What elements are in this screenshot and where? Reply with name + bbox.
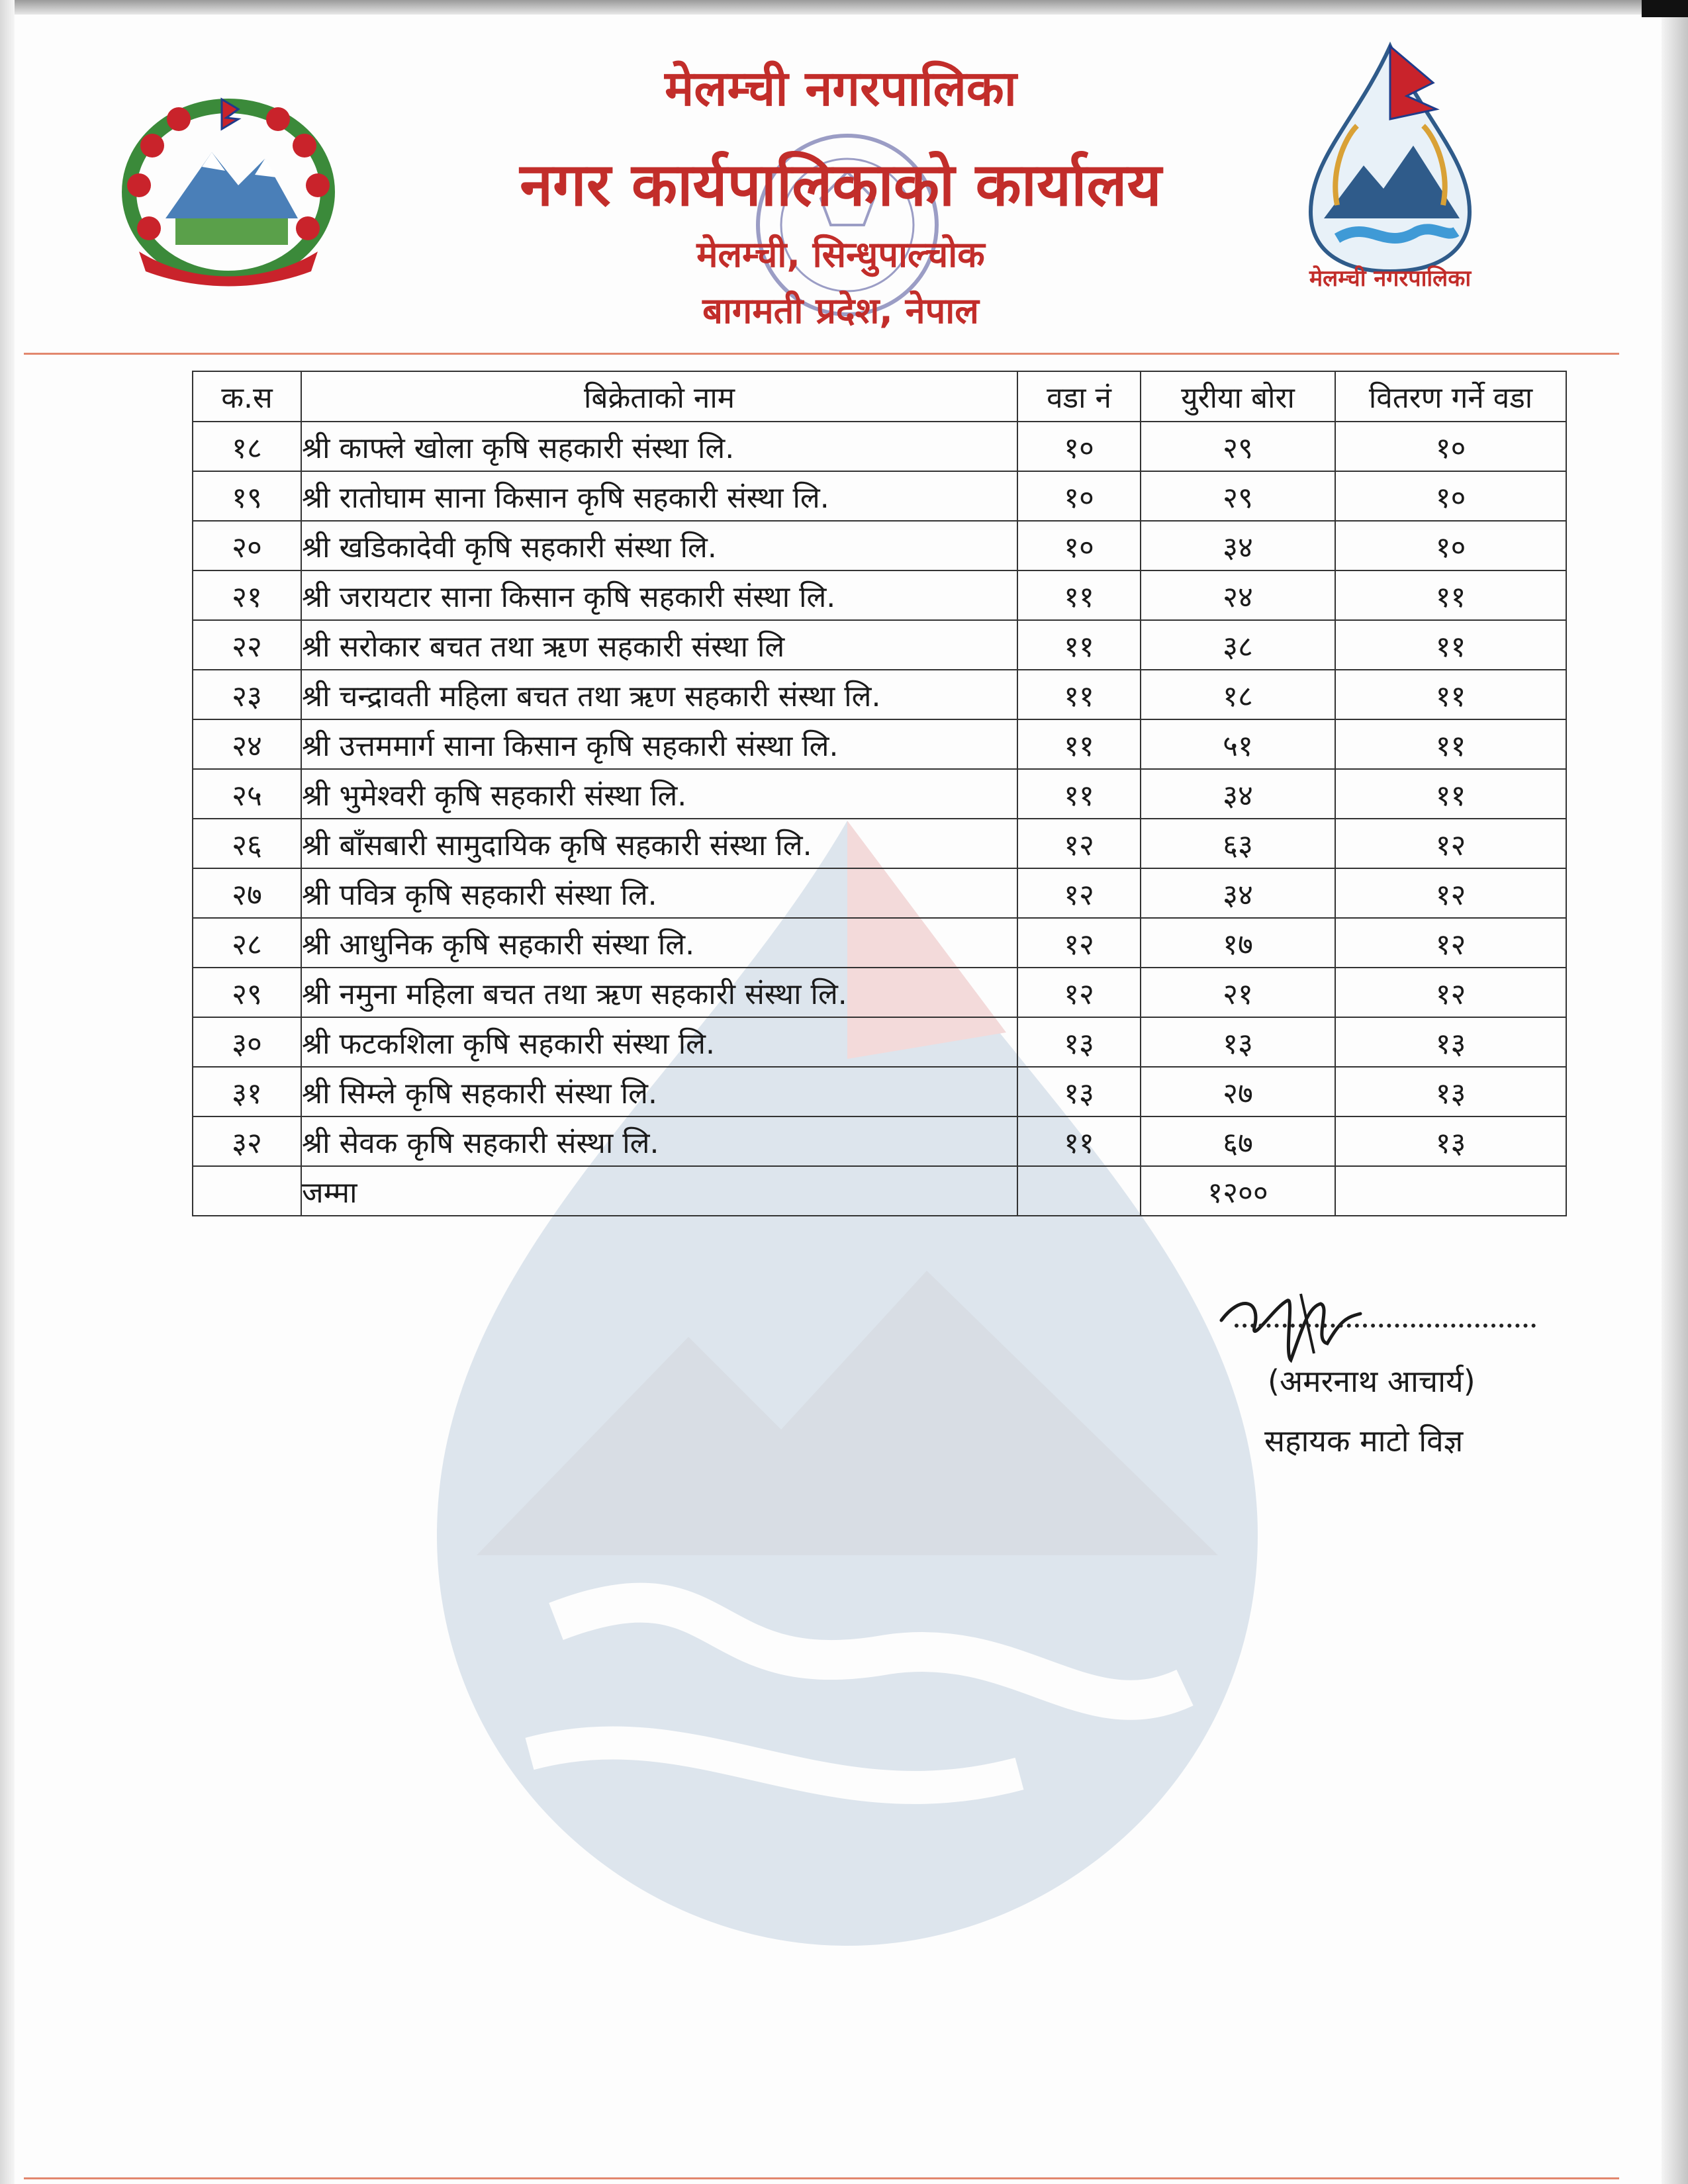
bags-cell: २९ xyxy=(1141,422,1335,471)
seller-name-cell: श्री जरायटार साना किसान कृषि सहकारी संस्था लि. xyxy=(301,570,1017,620)
bags-cell: २४ xyxy=(1141,570,1335,620)
table-row xyxy=(193,670,1566,719)
table-row xyxy=(193,769,1566,819)
bags-cell: ३८ xyxy=(1141,620,1335,670)
seller-name-cell: श्री बाँसबारी सामुदायिक कृषि सहकारी संस्था लि. xyxy=(301,819,1017,868)
bags-cell: ५१ xyxy=(1141,719,1335,769)
total-bags: १२०० xyxy=(1141,1166,1335,1216)
distribution-ward-cell: १० xyxy=(1335,521,1566,570)
seller-name-cell: श्री भुमेश्वरी कृषि सहकारी संस्था लि. xyxy=(301,769,1017,819)
urea-distribution-table xyxy=(192,371,1567,1216)
total-distribution-ward-cell xyxy=(1335,1166,1566,1216)
distribution-ward-cell: १२ xyxy=(1335,968,1566,1017)
serial-cell: ३० xyxy=(193,1017,301,1067)
table-row xyxy=(193,868,1566,918)
bags-cell: २७ xyxy=(1141,1067,1335,1116)
letterhead xyxy=(0,0,1688,357)
ward-cell: ११ xyxy=(1017,620,1141,670)
table-row xyxy=(193,1017,1566,1067)
seller-name-cell: श्री फटकशिला कृषि सहकारी संस्था लि. xyxy=(301,1017,1017,1067)
distribution-ward-cell: १० xyxy=(1335,422,1566,471)
total-serial-cell xyxy=(193,1166,301,1216)
table-header-row xyxy=(193,371,1566,422)
ward-cell: १२ xyxy=(1017,819,1141,868)
distribution-ward-cell: १२ xyxy=(1335,819,1566,868)
table-row xyxy=(193,719,1566,769)
ward-cell: ११ xyxy=(1017,1116,1141,1166)
seller-name-cell: श्री रातोघाम साना किसान कृषि सहकारी संस्था लि. xyxy=(301,471,1017,521)
signatory-name: (अमरनाथ आचार्य) xyxy=(1268,1363,1476,1399)
distribution-ward-cell: १२ xyxy=(1335,868,1566,918)
table-body xyxy=(193,422,1566,1216)
seller-name-cell: श्री चन्द्रावती महिला बचत तथा ऋण सहकारी संस्था लि. xyxy=(301,670,1017,719)
ward-cell: १० xyxy=(1017,471,1141,521)
table-row xyxy=(193,422,1566,471)
ward-cell: १२ xyxy=(1017,868,1141,918)
ward-cell: १२ xyxy=(1017,918,1141,968)
signatory-title: सहायक माटो विज्ञ xyxy=(1264,1423,1464,1459)
table-row xyxy=(193,918,1566,968)
distribution-ward-cell: १० xyxy=(1335,471,1566,521)
ward-cell: १० xyxy=(1017,521,1141,570)
table-row xyxy=(193,620,1566,670)
col-header-seller-name: बिक्रेताको नाम xyxy=(301,371,1017,422)
serial-cell: २२ xyxy=(193,620,301,670)
bags-cell: ३४ xyxy=(1141,868,1335,918)
total-ward-cell xyxy=(1017,1166,1141,1216)
bags-cell: ६३ xyxy=(1141,819,1335,868)
col-header-ward-no: वडा नं xyxy=(1017,371,1141,422)
footer-divider xyxy=(24,2177,1619,2179)
table-row xyxy=(193,819,1566,868)
col-header-distribution-ward: वितरण गर्ने वडा xyxy=(1335,371,1566,422)
serial-cell: २७ xyxy=(193,868,301,918)
table-row xyxy=(193,1116,1566,1166)
bags-cell: ६७ xyxy=(1141,1116,1335,1166)
distribution-ward-cell: १३ xyxy=(1335,1116,1566,1166)
distribution-ward-cell: ११ xyxy=(1335,670,1566,719)
ward-cell: १३ xyxy=(1017,1067,1141,1116)
municipality-logo-icon xyxy=(1297,40,1483,291)
seller-name-cell: श्री उत्तममार्ग साना किसान कृषि सहकारी संस्था लि. xyxy=(301,719,1017,769)
bags-cell: १३ xyxy=(1141,1017,1335,1067)
seller-name-cell: श्री नमुना महिला बचत तथा ऋण सहकारी संस्था लि. xyxy=(301,968,1017,1017)
serial-cell: १९ xyxy=(193,471,301,521)
serial-cell: ३२ xyxy=(193,1116,301,1166)
serial-cell: २६ xyxy=(193,819,301,868)
serial-cell: २० xyxy=(193,521,301,570)
distribution-ward-cell: ११ xyxy=(1335,620,1566,670)
distribution-ward-cell: १३ xyxy=(1335,1017,1566,1067)
distribution-ward-cell: १२ xyxy=(1335,918,1566,968)
office-address: मेलम्ची, सिन्धुपाल्चोक xyxy=(696,234,985,275)
ward-cell: १३ xyxy=(1017,1017,1141,1067)
bags-cell: ३४ xyxy=(1141,521,1335,570)
seller-name-cell: श्री काफ्ले खोला कृषि सहकारी संस्था लि. xyxy=(301,422,1017,471)
seller-name-cell: श्री सेवक कृषि सहकारी संस्था लि. xyxy=(301,1116,1017,1166)
logo-caption: मेलम्ची नगरपालिका xyxy=(1309,265,1472,291)
bags-cell: ३४ xyxy=(1141,769,1335,819)
ward-cell: ११ xyxy=(1017,570,1141,620)
serial-cell: १८ xyxy=(193,422,301,471)
serial-cell: २३ xyxy=(193,670,301,719)
table-row xyxy=(193,521,1566,570)
bags-cell: २१ xyxy=(1141,968,1335,1017)
distribution-ward-cell: ११ xyxy=(1335,570,1566,620)
distribution-ward-cell: ११ xyxy=(1335,719,1566,769)
seller-name-cell: श्री पवित्र कृषि सहकारी संस्था लि. xyxy=(301,868,1017,918)
table-row xyxy=(193,968,1566,1017)
ward-cell: १० xyxy=(1017,422,1141,471)
col-header-serial: क.स xyxy=(193,371,301,422)
col-header-urea-bags: युरीया बोरा xyxy=(1141,371,1335,422)
ward-cell: ११ xyxy=(1017,769,1141,819)
bags-cell: १७ xyxy=(1141,918,1335,968)
seller-name-cell: श्री सरोकार बचत तथा ऋण सहकारी संस्था लि xyxy=(301,620,1017,670)
table-row xyxy=(193,1067,1566,1116)
ward-cell: ११ xyxy=(1017,719,1141,769)
serial-cell: २१ xyxy=(193,570,301,620)
serial-cell: ३१ xyxy=(193,1067,301,1116)
serial-cell: २८ xyxy=(193,918,301,968)
bags-cell: १८ xyxy=(1141,670,1335,719)
seller-name-cell: श्री सिम्ले कृषि सहकारी संस्था लि. xyxy=(301,1067,1017,1116)
ward-cell: ११ xyxy=(1017,670,1141,719)
signature-line xyxy=(1235,1297,1536,1328)
serial-cell: २४ xyxy=(193,719,301,769)
seller-name-cell: श्री खडिकादेवी कृषि सहकारी संस्था लि. xyxy=(301,521,1017,570)
bags-cell: २९ xyxy=(1141,471,1335,521)
header-divider xyxy=(24,353,1619,355)
table-row xyxy=(193,471,1566,521)
office-title: नगर कार्यपालिकाको कार्यालय xyxy=(520,150,1162,220)
serial-cell: २५ xyxy=(193,769,301,819)
distribution-ward-cell: ११ xyxy=(1335,769,1566,819)
seller-name-cell: श्री आधुनिक कृषि सहकारी संस्था लि. xyxy=(301,918,1017,968)
serial-cell: २९ xyxy=(193,968,301,1017)
ward-cell: १२ xyxy=(1017,968,1141,1017)
distribution-ward-cell: १३ xyxy=(1335,1067,1566,1116)
total-row xyxy=(193,1166,1566,1216)
province-country: बागमती प्रदेश, नेपाल xyxy=(702,290,979,332)
table-row xyxy=(193,570,1566,620)
municipality-name: मेलम्ची नगरपालिका xyxy=(665,60,1017,117)
total-label: जम्मा xyxy=(301,1166,1017,1216)
